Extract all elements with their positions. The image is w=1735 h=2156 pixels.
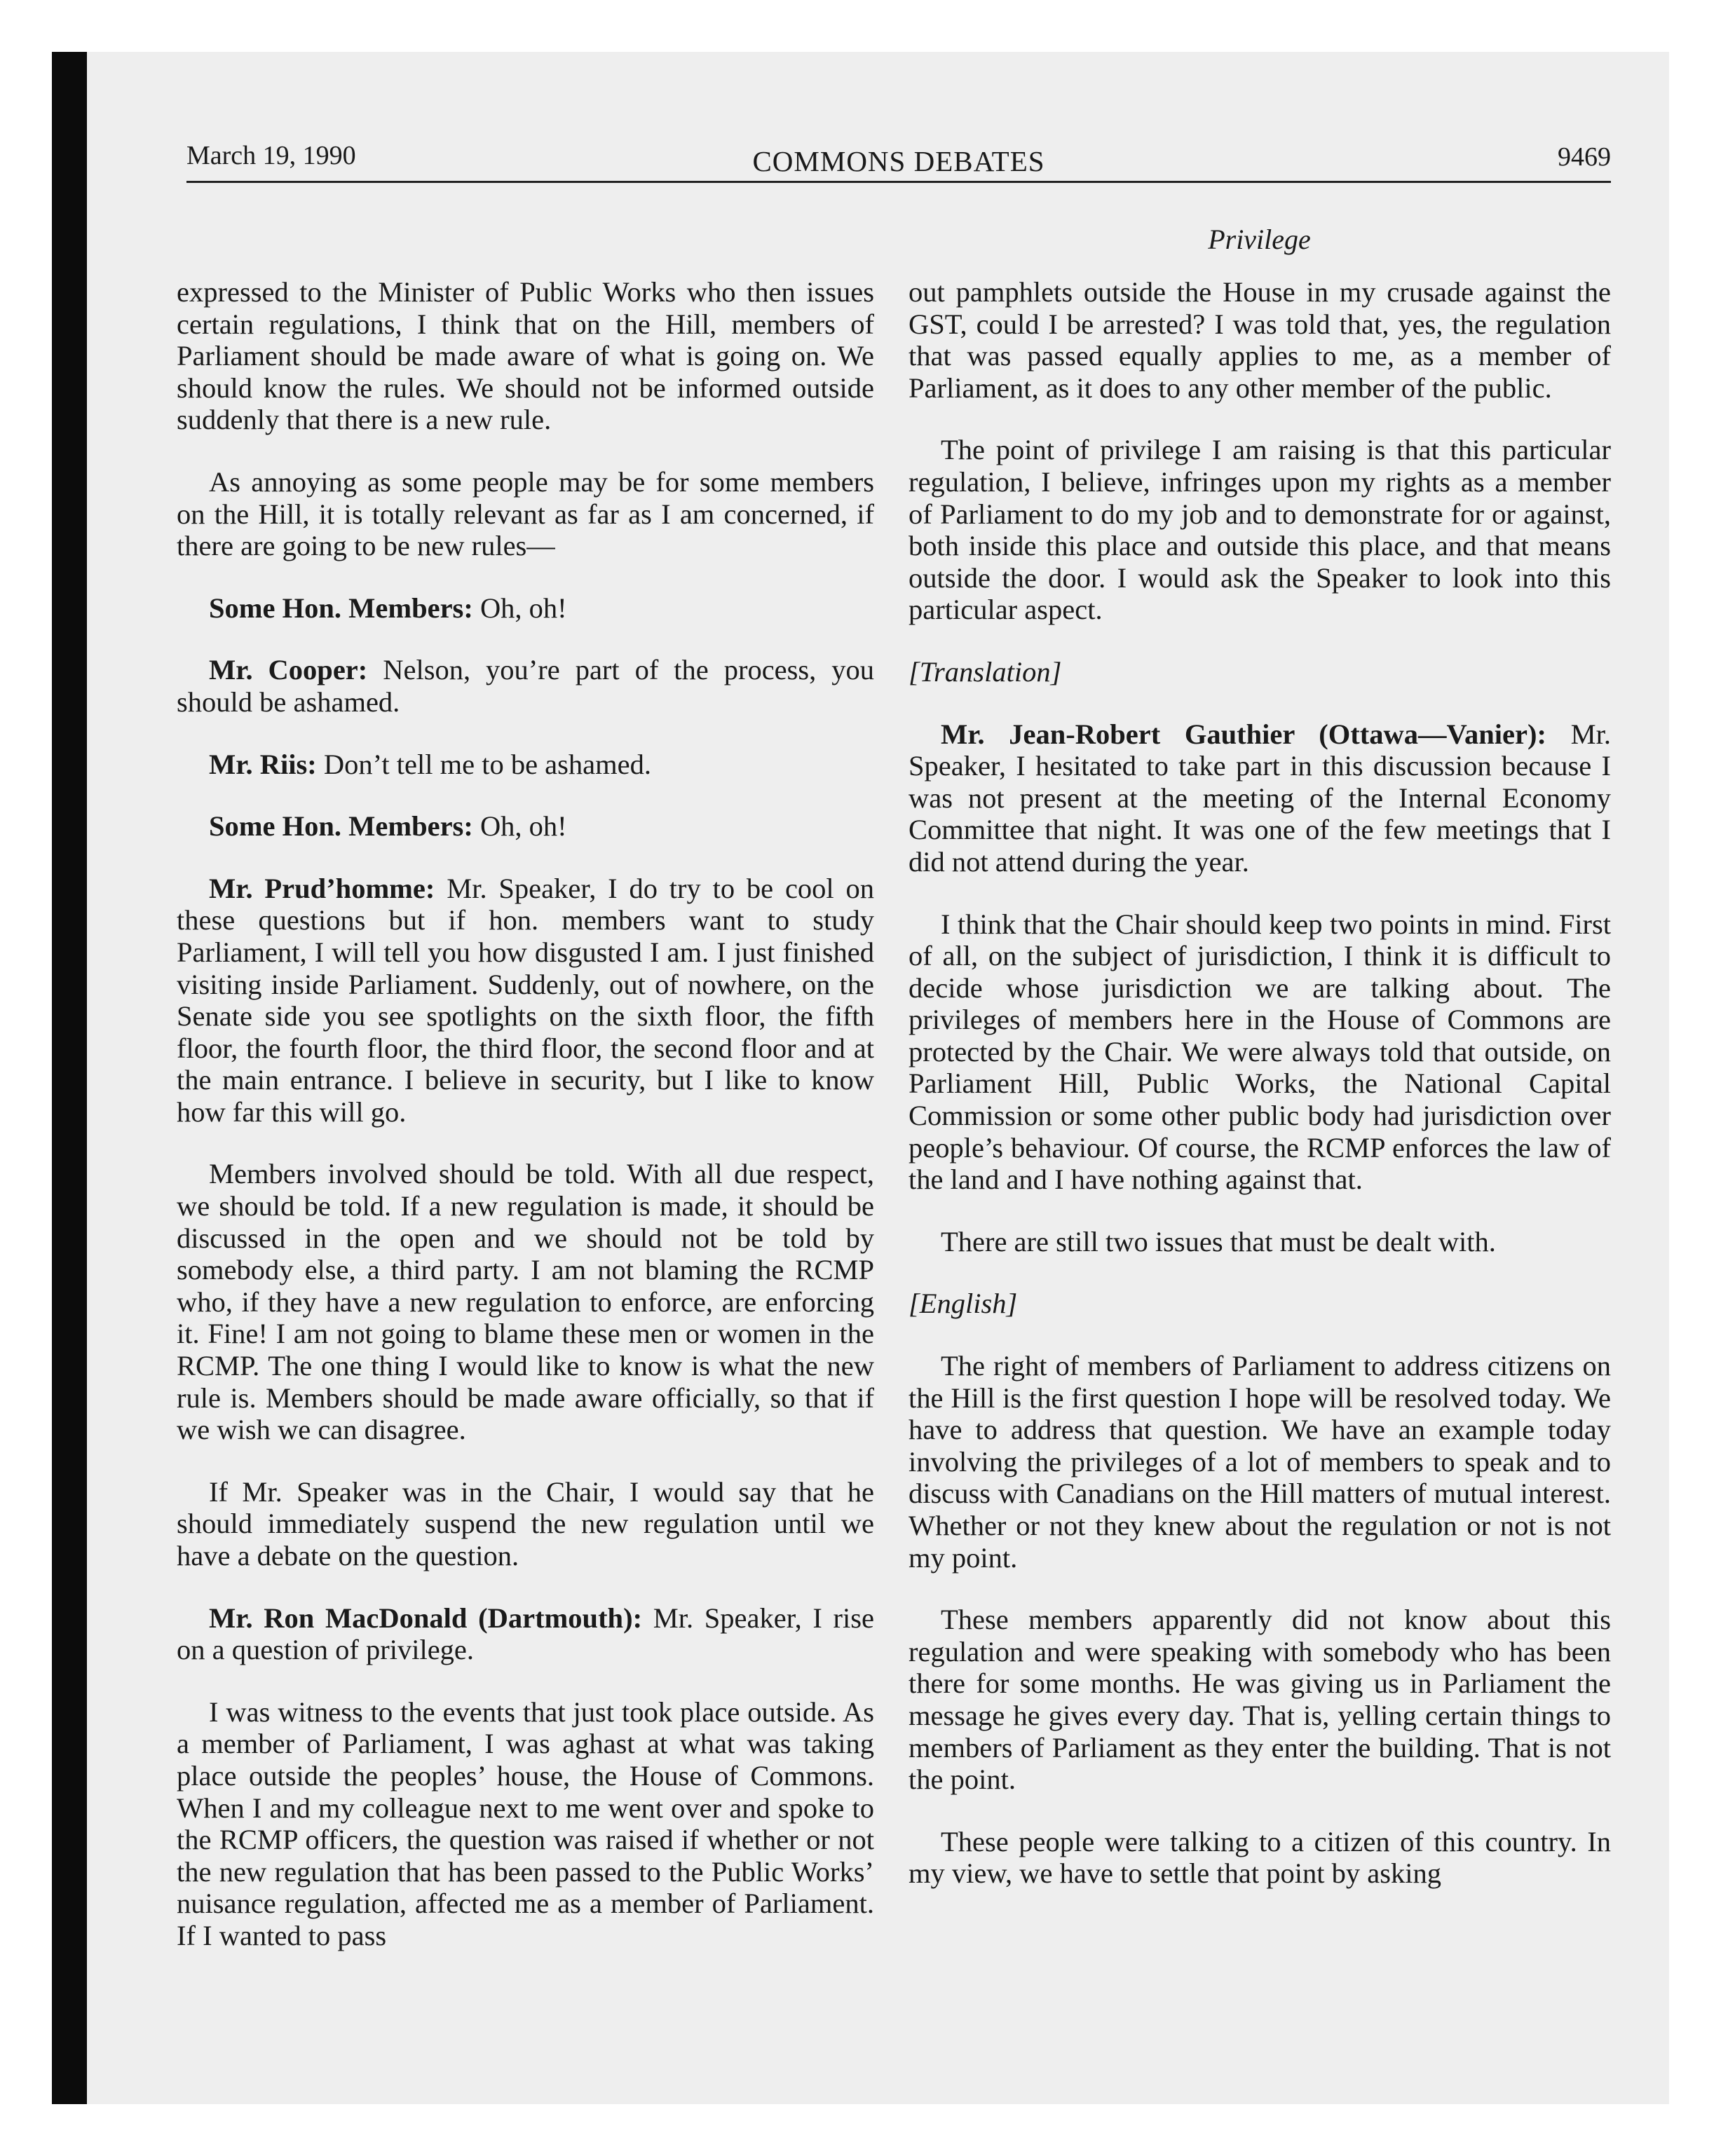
right-column: [909, 276, 1611, 1920]
language-tag-translation: [Translation]: [909, 655, 1062, 688]
paragraph: There are still two issues that must be dealt with.: [941, 1225, 1496, 1257]
header-rule: [186, 181, 1611, 183]
paragraph: These people were talking to a citizen of this country. In my view, we have to settle that point by asking: [909, 1825, 1611, 1890]
paragraph: The point of privilege I am raising is that this particular regulation, I believe, infringes upon my rights as a member of Parliament to do my job and to demonstrate for or against, both inside this place and outside this place, and that means outside the door. I would ask the Speaker to look into this particular aspect.: [909, 434, 1611, 626]
speaker-paragraph: [177, 749, 874, 781]
header-title: COMMONS DEBATES: [752, 145, 1045, 177]
paragraph: out pamphlets outside the House in my crusade against the GST, could I be arrested? I was told that, yes, the regulation that was passed equally applies to me, as a member of Parliament, as it does to any other member of the public.: [909, 276, 1611, 404]
header-page-number: 9469: [1558, 142, 1611, 172]
paragraph: I think that the Chair should keep two points in mind. First of all, on the subject of jurisdiction, I think it is difficult to decide whose jurisdiction we are talking about. The privileges of members here in the House of Commons are protected by the Chair. We were always told that outside, on Parliament Hill, Public Works, the National Capital Commission or some other public body had jurisdiction over people’s behaviour. Of course, the RCMP enforces the law of the land and I have nothing against that.: [909, 908, 1611, 1196]
speaker-paragraph: [177, 873, 874, 1128]
speaker-name: Mr. Riis:: [209, 748, 317, 780]
section-label: Privilege: [1208, 224, 1311, 255]
speaker-name: Mr. Prud’homme:: [209, 872, 435, 904]
paragraph: expressed to the Minister of Public Works who then issues certain regulations, I think that on the Hill, members of Parliament should be made aware of what is going on. We should know the rules. We should not be informed outside suddenly that there is a new rule.: [177, 276, 874, 436]
paragraph: These members apparently did not know about this regulation and were speaking with somebody who has been there for some months. He was giving us in Parliament the message he gives every day. That is, yelling certain things to members of Parliament as they enter the building. That is not the point.: [909, 1604, 1611, 1796]
speaker-name: Mr. Cooper:: [209, 654, 368, 686]
speaker-paragraph: [177, 1602, 874, 1666]
speech-text: Don’t tell me to be ashamed.: [316, 748, 651, 780]
speaker-name: Some Hon. Members:: [209, 810, 473, 842]
language-tag-english: [English]: [909, 1288, 1018, 1320]
speech-text: Oh, oh!: [472, 592, 567, 624]
speaker-paragraph: [177, 810, 874, 842]
paragraph: Members involved should be told. With all due respect, we should be told. If a new regulation is made, it should be discussed in the open and we should not be told by somebody else, a third party. I am not blaming the RCMP who, if they have a new regulation to enforce, are enforcing it. Fine! I am not going to blame these men or women in the RCMP. The one thing I would like to know is what the new rule is. Members should be made aware officially, so that if we wish we can disagree.: [177, 1158, 874, 1446]
speaker-name: Some Hon. Members:: [209, 592, 473, 624]
speech-text: Oh, oh!: [472, 810, 567, 842]
paragraph: As annoying as some people may be for some members on the Hill, it is totally relevant as far as I am concerned, if there are going to be new rules—: [177, 465, 874, 562]
speaker-paragraph: [177, 592, 874, 625]
speaker-name: Mr. Jean-Robert Gauthier (Ottawa—Vanier):: [941, 718, 1546, 750]
speech-text: Mr. Speaker, I do try to be cool on these questions but if hon. members want to study Parliament, I will tell you how disgusted I am. I just finished visiting inside Parliament. Suddenly, out of nowhere, on the Senate side you see spotlights on the sixth floor, the fifth floor, the fourth floor, the third floor, the second floor and at the main entrance. I believe in security, but I like to know how far this will go.: [177, 872, 874, 1128]
paragraph: If Mr. Speaker was in the Chair, I would say that he should immediately suspend the new regulation until we have a debate on the question.: [177, 1475, 874, 1571]
speech-text: Mr. Speaker, I rise on a question of privilege.: [177, 1602, 874, 1666]
header-date: March 19, 1990: [186, 141, 356, 170]
paragraph: I was witness to the events that just took place outside. As a member of Parliament, I was aghast at what was taking place outside the peoples’ house, the House of Commons. When I and my colleague next to me went over and spoke to the RCMP officers, the question was raised if whether or not the new regulation that has been passed to the Public Works’ nuisance regulation, affected me as a member of Parliament. If I wanted to pass: [177, 1696, 874, 1951]
scan-binding-edge: [52, 52, 87, 2104]
speaker-paragraph: [909, 718, 1611, 878]
left-column: [177, 276, 874, 1982]
speech-text: Nelson, you’re part of the process, you should be ashamed.: [177, 654, 875, 718]
speaker-name: Mr. Ron MacDonald (Dartmouth):: [209, 1602, 643, 1634]
speaker-paragraph: [177, 654, 874, 718]
page-header: [186, 137, 1611, 181]
speech-text: Mr. Speaker, I hesitated to take part in this discussion because I was not present at the meeting of the Internal Economy Committee that night. It was one of the few meetings that I did not attend during the year.: [909, 718, 1611, 878]
paragraph: The right of members of Parliament to address citizens on the Hill is the first question I hope will be resolved today. We have to address that question. We have an example today involving the privileges of a lot of members to speak and to discuss with Canadians on the Hill matters of mutual interest. Whether or not they knew about the regulation or not is not my point.: [909, 1350, 1611, 1574]
